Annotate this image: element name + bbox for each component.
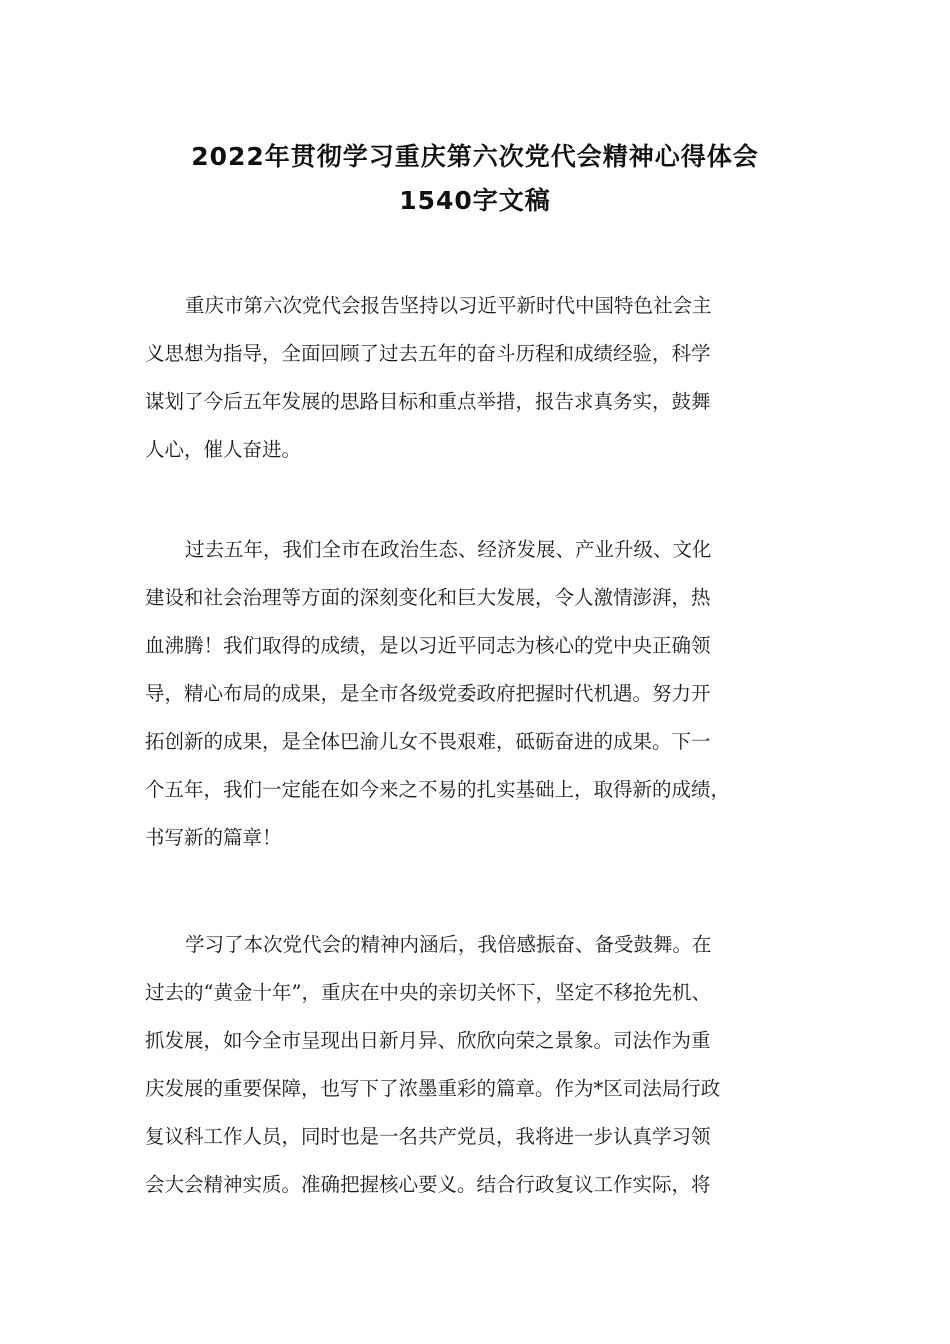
paragraph-line: 复议科工作人员，同时也是一名共产党员，我将进一步认真学习领 [145, 1125, 711, 1148]
paragraph-line: 抓发展，如今全市呈现出日新月异、欣欣向荣之景象。司法作为重 [145, 1029, 711, 1052]
paragraph-line: 建设和社会治理等方面的深刻变化和巨大发展，令人激情澎湃，热 [145, 586, 711, 609]
paragraph-line: 会大会精神实质。准确把握核心要义。结合行政复议工作实际，将 [145, 1173, 711, 1196]
paragraph-line: 导，精心布局的成果，是全市各级党委政府把握时代机遇。努力开 [145, 682, 711, 705]
paragraph-line: 过去的“黄金十年”，重庆在中央的亲切关怀下，坚定不移抢先机、 [145, 981, 711, 1004]
paragraph-line: 过去五年，我们全市在政治生态、经济发展、产业升级、文化 [185, 538, 712, 561]
paragraph-line: 书写新的篇章！ [145, 826, 282, 849]
paragraph-line: 拓创新的成果，是全体巴渝儿女不畏艰难，砥砺奋进的成果。下一 [145, 730, 711, 753]
paragraph-line: 人心，催人奋进。 [145, 438, 302, 461]
paragraph-2 [145, 526, 815, 862]
paragraph-line: 谋划了今后五年发展的思路目标和重点举措，报告求真务实，鼓舞 [145, 390, 711, 413]
paragraph-line: 学习了本次党代会的精神内涵后，我倍感振奋、备受鼓舞。在 [185, 933, 712, 956]
paragraph-line: 个五年，我们一定能在如今来之不易的扎实基础上，取得新的成绩， [145, 778, 731, 801]
paragraph-line: 血沸腾！我们取得的成绩，是以习近平同志为核心的党中央正确领 [145, 634, 711, 657]
document-title-line-2: 1540字文稿 [399, 186, 551, 215]
paragraph-line: 庆发展的重要保障，也写下了浓墨重彩的篇章。作为*区司法局行政 [145, 1077, 721, 1100]
document-title-line-1: 2022年贯彻学习重庆第六次党代会精神心得体会 [191, 142, 759, 171]
paragraph-line: 重庆市第六次党代会报告坚持以习近平新时代中国特色社会主 [185, 294, 712, 317]
paragraph-3 [145, 921, 815, 1209]
paragraph-line: 义思想为指导，全面回顾了过去五年的奋斗历程和成绩经验，科学 [145, 342, 711, 365]
paragraph-1 [145, 282, 815, 474]
